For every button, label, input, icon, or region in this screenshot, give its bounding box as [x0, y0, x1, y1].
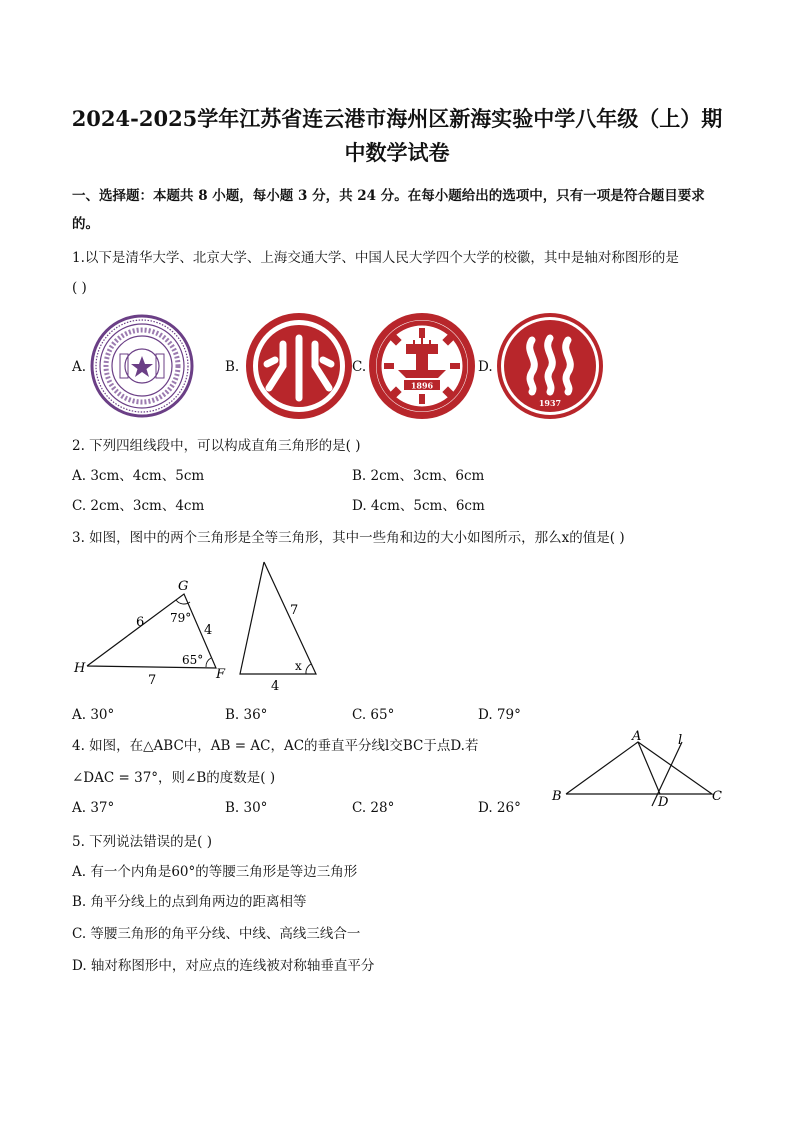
emblem-a-icon [90, 314, 194, 418]
q4-label-l: l [678, 733, 683, 748]
q5-option-d: D. 轴对称图形中，对应点的连线被对称轴垂直平分 [72, 958, 375, 974]
title-line-1: 2024-2025学年江苏省连云港市海州区新海实验中学八年级（上）期 [71, 106, 723, 131]
q2-option-a: A. 3cm、4cm、5cm [72, 468, 205, 484]
q3-stem: 3. 如图，图中的两个三角形是全等三角形，其中一些角和边的大小如图所示，那么x的值是( ) [72, 530, 625, 546]
fig2-angle-x: x [295, 659, 302, 673]
emblem-c-icon [368, 312, 476, 420]
q1-stem: 1.以下是清华大学、北京大学、上海交通大学、中国人民大学四个大学的校徽，其中是轴对称图形的是 [72, 250, 679, 266]
fig1-angle-g: 79° [170, 611, 192, 625]
q2-stem: 2. 下列四组线段中，可以构成直角三角形的是( ) [72, 438, 361, 454]
q4-label-d: D [658, 795, 669, 808]
q3-option-a: A. 30° [72, 707, 115, 723]
q1-option-c-label: C. [352, 359, 367, 375]
fig1-side-hg: 6 [136, 615, 145, 630]
title-line-2: 中数学试卷 [344, 140, 450, 165]
q4-option-a: A. 37° [72, 800, 115, 816]
q5-stem: 5. 下列说法错误的是( ) [72, 834, 212, 850]
fig1-label-g: G [178, 579, 189, 594]
q4-option-d: D. 26° [478, 800, 521, 816]
fig1-side-gf: 4 [204, 623, 213, 638]
q1-option-b-label: B. [225, 359, 240, 375]
q1-stem-cont: ( ) [72, 280, 87, 296]
q4-label-c: C [712, 789, 722, 804]
emblem-d-icon [496, 312, 604, 420]
q2-option-c: C. 2cm、3cm、4cm [72, 498, 205, 514]
q5-option-a: A. 有一个内角是60°的等腰三角形是等边三角形 [72, 864, 358, 880]
emblem-c-year: 1896 [410, 380, 434, 391]
q4-stem: 4. 如图，在△ABC中，AB = AC，AC的垂直平分线l交BC于点D.若 [72, 738, 479, 754]
q1-option-d-label: D. [478, 359, 493, 375]
q4-figure [548, 728, 734, 808]
q2-option-d: D. 4cm、5cm、6cm [352, 498, 485, 514]
fig1-side-hf: 7 [148, 673, 157, 688]
emblem-b-icon [245, 312, 353, 420]
section-heading: 一、选择题：本题共 8 小题，每小题 3 分，共 24 分。在每小题给出的选项中，只有一项是符合题目要求 [72, 188, 705, 204]
q2-option-b: B. 2cm、3cm、6cm [352, 468, 485, 484]
emblem-d-year: 1937 [538, 398, 562, 408]
fig1-label-f: F [216, 667, 226, 682]
q4-label-b: B [552, 789, 562, 804]
fig2-side-right: 7 [290, 603, 299, 618]
q5-option-b: B. 角平分线上的点到角两边的距离相等 [72, 894, 307, 910]
q4-option-c: C. 28° [352, 800, 395, 816]
section-heading-cont: 的。 [72, 216, 99, 232]
q1-option-a-label: A. [72, 359, 87, 375]
q5-option-c: C. 等腰三角形的角平分线、中线、高线三线合一 [72, 926, 361, 942]
fig1-angle-f: 65° [182, 653, 204, 667]
q4-stem-cont: ∠DAC = 37°，则∠B的度数是( ) [72, 770, 276, 786]
q3-figure [70, 556, 330, 696]
page-title [70, 102, 724, 170]
q3-option-d: D. 79° [478, 707, 521, 723]
fig2-side-bottom: 4 [271, 679, 280, 694]
q4-option-b: B. 30° [225, 800, 268, 816]
q3-option-c: C. 65° [352, 707, 395, 723]
fig1-label-h: H [74, 661, 86, 676]
q3-option-b: B. 36° [225, 707, 268, 723]
q4-label-a: A [632, 729, 642, 744]
